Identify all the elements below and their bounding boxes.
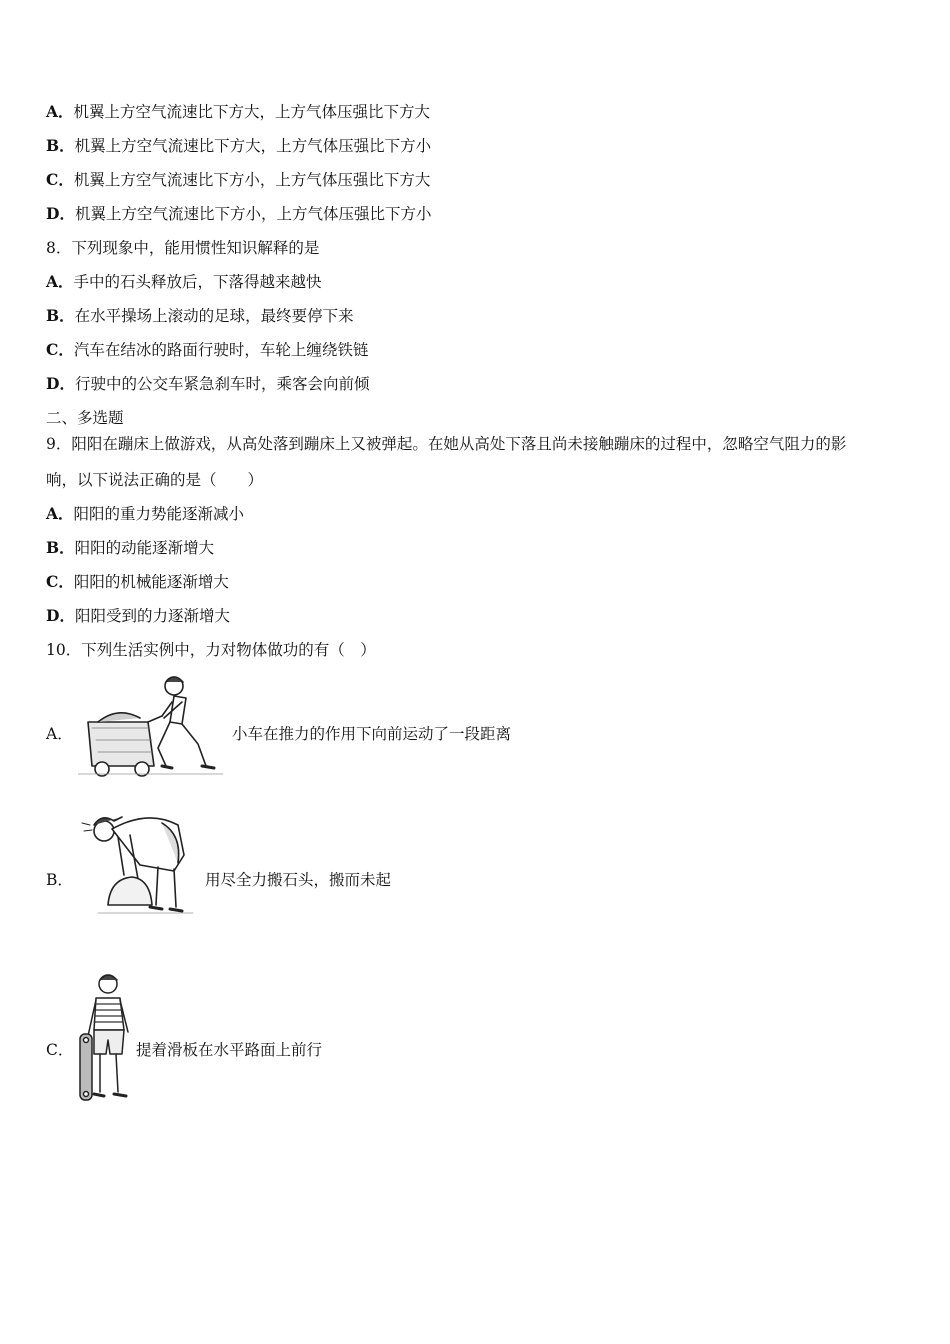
q9-option-c: C．阳阳的机械能逐渐增大 bbox=[46, 572, 229, 591]
q7-option-a: A．机翼上方空气流速比下方大，上方气体压强比下方大 bbox=[46, 102, 431, 121]
q7-option-d: D．机翼上方空气流速比下方小，上方气体压强比下方小 bbox=[46, 204, 432, 223]
q9-stem-line1: 9．阳阳在蹦床上做游戏，从高处落到蹦床上又被弹起。在她从高处下落且尚未接触蹦床的过程中，忽略空气阻力的影 bbox=[46, 435, 847, 453]
person-pushing-cart-icon bbox=[78, 670, 228, 780]
section-title: 二、多选题 bbox=[46, 409, 124, 427]
q7-option-b: B．机翼上方空气流速比下方大，上方气体压强比下方小 bbox=[46, 136, 432, 155]
q10-option-c-label: C． bbox=[46, 1041, 74, 1059]
q9-option-b: B．阳阳的动能逐渐增大 bbox=[46, 538, 215, 557]
boy-carrying-skateboard-icon bbox=[76, 970, 136, 1120]
q10-option-b-text: 用尽全力搬石头，搬而未起 bbox=[205, 871, 392, 889]
q10-stem: 10．下列生活实例中，力对物体做功的有（ ） bbox=[46, 641, 376, 659]
q10-option-a-label: A． bbox=[46, 725, 73, 743]
person-lifting-stone-icon bbox=[78, 805, 198, 920]
q9-stem-line2: 响，以下说法正确的是（ ） bbox=[46, 471, 264, 489]
q8-option-a: A．手中的石头释放后，下落得越来越快 bbox=[46, 272, 322, 291]
q8-option-c: C．汽车在结冰的路面行驶时，车轮上缠绕铁链 bbox=[46, 340, 369, 359]
q10-option-b-label: B． bbox=[46, 871, 73, 889]
q9-option-d: D．阳阳受到的力逐渐增大 bbox=[46, 606, 230, 625]
q10-option-c-text: 提着滑板在水平路面上前行 bbox=[136, 1041, 323, 1059]
q7-option-c: C．机翼上方空气流速比下方小，上方气体压强比下方大 bbox=[46, 170, 431, 189]
q8-option-b: B．在水平操场上滚动的足球，最终要停下来 bbox=[46, 306, 354, 325]
q8-option-d: D．行驶中的公交车紧急刹车时，乘客会向前倾 bbox=[46, 374, 370, 393]
q8-stem: 8．下列现象中，能用惯性知识解释的是 bbox=[46, 239, 320, 257]
q10-option-a-text: 小车在推力的作用下向前运动了一段距离 bbox=[232, 725, 512, 743]
q9-option-a: A．阳阳的重力势能逐渐减小 bbox=[46, 504, 245, 523]
